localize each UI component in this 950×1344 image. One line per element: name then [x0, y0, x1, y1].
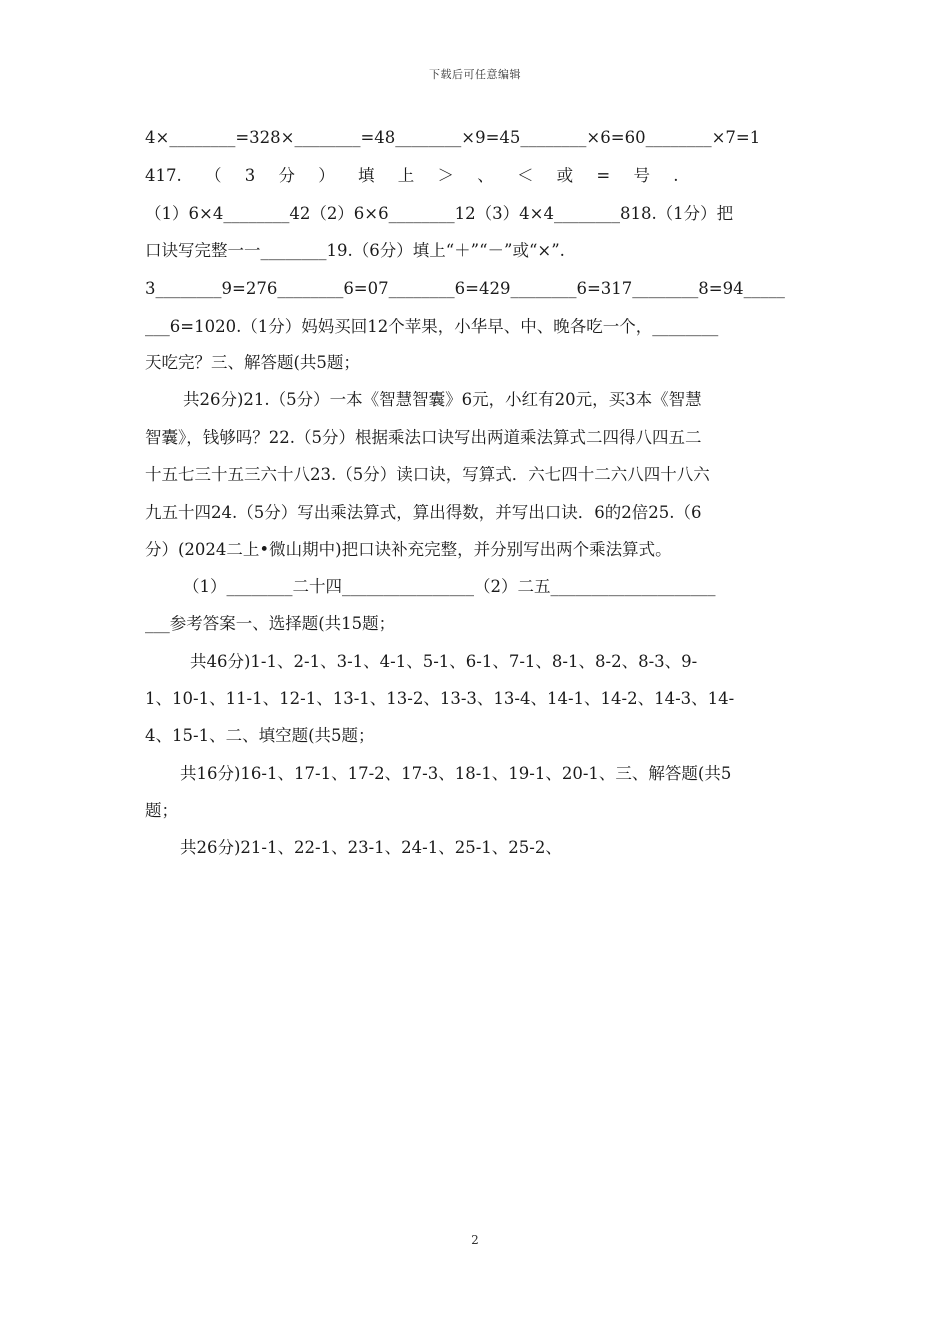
answer-line-1: 共46分)1-1、2-1、3-1、4-1、5-1、6-1、7-1、8-1、8-2、8-3、9-	[190, 652, 698, 671]
answer-line-5: 题；	[145, 801, 178, 820]
page-header: 下载后可任意编辑	[429, 68, 521, 81]
body-line-3: （1）6×4________42（2）6×6________12（3）4×4________818.（1分）把	[145, 204, 734, 223]
answer-line-2: 1、10-1、11-1、12-1、13-1、13-2、13-3、13-4、14-1、14-2、14-3、14-	[145, 689, 735, 708]
body-line-5: 3________9=276________6=07________6=429________6=317________8=94_____	[145, 279, 785, 298]
body-line-14: ___参考答案一、选择题(共15题；	[145, 614, 396, 633]
body-line-6: ___6=1020.（1分）妈妈买回12个苹果，小华早、中、晚各吃一个，________	[145, 317, 719, 336]
answer-line-6: 共26分)21-1、22-1、23-1、24-1、25-1、25-2、	[180, 838, 562, 857]
body-line-8: 共26分)21.（5分）一本《智慧智囊》6元，小红有20元，买3本《智慧	[183, 390, 702, 409]
body-line-4: 口诀写完整一一________19.（6分）填上“＋”“－”或“×”.	[145, 241, 565, 260]
answer-line-3: 4、15-1、二、填空题(共5题；	[145, 726, 375, 745]
body-line-7: 天吃完？三、解答题(共5题；	[145, 353, 360, 372]
body-line-1: 4×________=328×________=48________×9=45________×6=60________×7=1	[145, 128, 761, 147]
answer-line-4: 共16分)16-1、17-1、17-2、17-3、18-1、19-1、20-1、三、解答题(共5	[180, 764, 732, 783]
body-line-9: 智囊》，钱够吗？22.（5分）根据乘法口诀写出两道乘法算式二四得八四五二	[145, 428, 702, 447]
body-line-10: 十五七三十五三六十八23.（5分）读口诀，写算式．六七四十二六八四十八六	[145, 465, 710, 484]
body-line-2: 417. （ 3 分 ） 填 上 ＞ 、 ＜ 或 = 号 .	[145, 166, 679, 185]
body-line-11: 九五十四24.（5分）写出乘法算式，算出得数，并写出口诀．6的2倍25.（6	[145, 503, 702, 522]
page-number: 2	[471, 1233, 479, 1247]
body-line-13: （1）________二十四________________（2）二五____________________	[183, 577, 716, 596]
body-line-12: 分）(2024二上•微山期中)把口诀补充完整，并分别写出两个乘法算式。	[145, 540, 672, 559]
